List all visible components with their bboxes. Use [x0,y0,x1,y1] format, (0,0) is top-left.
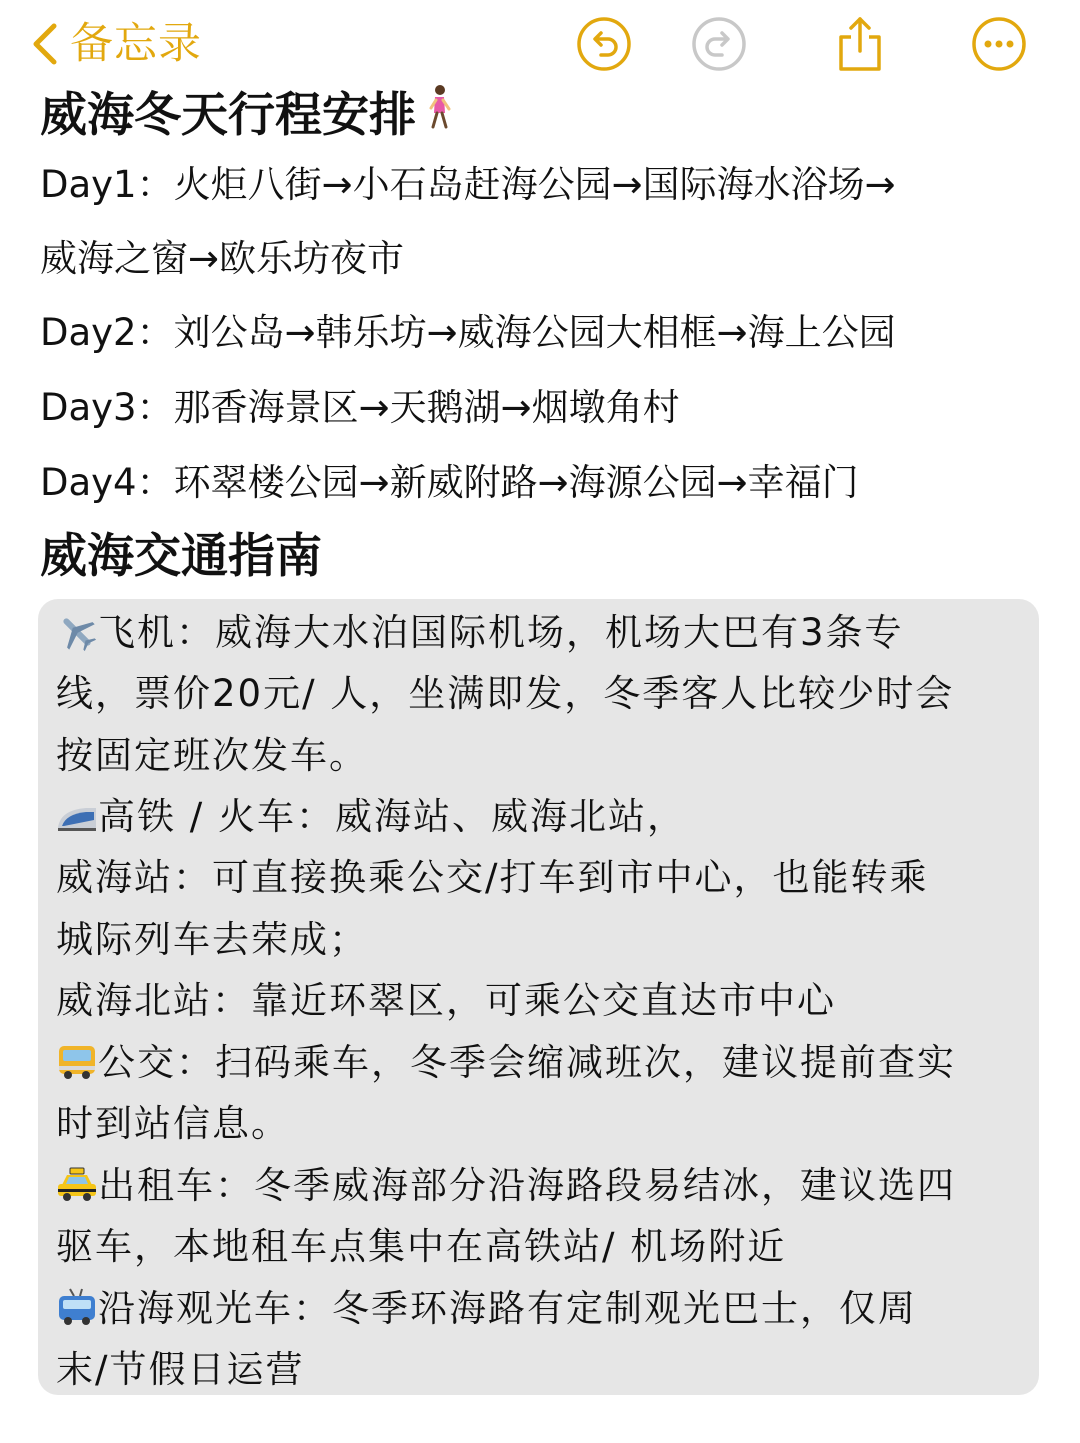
back-label: 备忘录 [70,19,202,69]
note-title-row [40,86,456,150]
guide-line: 驱车，本地租车点集中在高铁站/ 机场附近 [56,1225,787,1268]
toolbar [0,0,1080,90]
taxi-icon [56,1165,98,1205]
share-button[interactable] [831,15,889,73]
trolleybus-icon [56,1288,98,1328]
itinerary-line: 威海之窗→欧乐坊夜市 [40,237,405,280]
itinerary-line: Day3：那香海景区→天鹅湖→烟墩角村 [40,386,680,429]
guide-line: 时到站信息。 [56,1102,290,1145]
train-icon [56,796,98,836]
guide-line: 线，票价20元/ 人，坐满即发，冬季客人比较少时会 [56,672,955,715]
share-icon [831,15,889,73]
guide-line: 威海北站：靠近环翠区，可乘公交直达市中心 [56,979,836,1022]
guide-line: 公交：扫码乘车，冬季会缩减班次，建议提前查实 [56,1038,956,1088]
itinerary-line: Day2：刘公岛→韩乐坊→威海公园大相框→海上公园 [40,311,896,354]
back-button[interactable] [28,14,202,74]
itinerary-line: Day4：环翠楼公园→新威附路→海源公园→幸福门 [40,461,859,504]
guide-title: 威海交通指南 [40,529,322,584]
guide-line: 按固定班次发车。 [56,734,368,777]
guide-line: 威海站：可直接换乘公交/打车到市中心，也能转乘 [56,856,929,899]
more-button[interactable] [970,15,1028,73]
guide-line: 飞机：威海大水泊国际机场，机场大巴有3条专 [56,608,904,658]
guide-line: 城际列车去荣成； [56,918,368,961]
guide-line: 末/节假日运营 [56,1348,305,1391]
guide-line: 出租车：冬季威海部分沿海路段易结冰，建议选四 [56,1161,956,1211]
walking-woman-icon [422,83,456,146]
redo-button[interactable] [690,15,748,73]
note-title: 威海冬天行程安排 [40,88,416,143]
bus-icon [56,1042,98,1082]
guide-line: 沿海观光车：冬季环海路有定制观光巴士，仅周 [56,1284,917,1334]
airplane-icon [56,612,98,652]
more-icon [970,15,1028,73]
chevron-left-icon [28,22,62,66]
undo-icon [575,15,633,73]
redo-icon [690,15,748,73]
undo-button[interactable] [575,15,633,73]
itinerary-line: Day1：火炬八街→小石岛赶海公园→国际海水浴场→ [40,163,896,206]
guide-line: 高铁 / 火车：威海站、威海北站， [56,792,686,842]
